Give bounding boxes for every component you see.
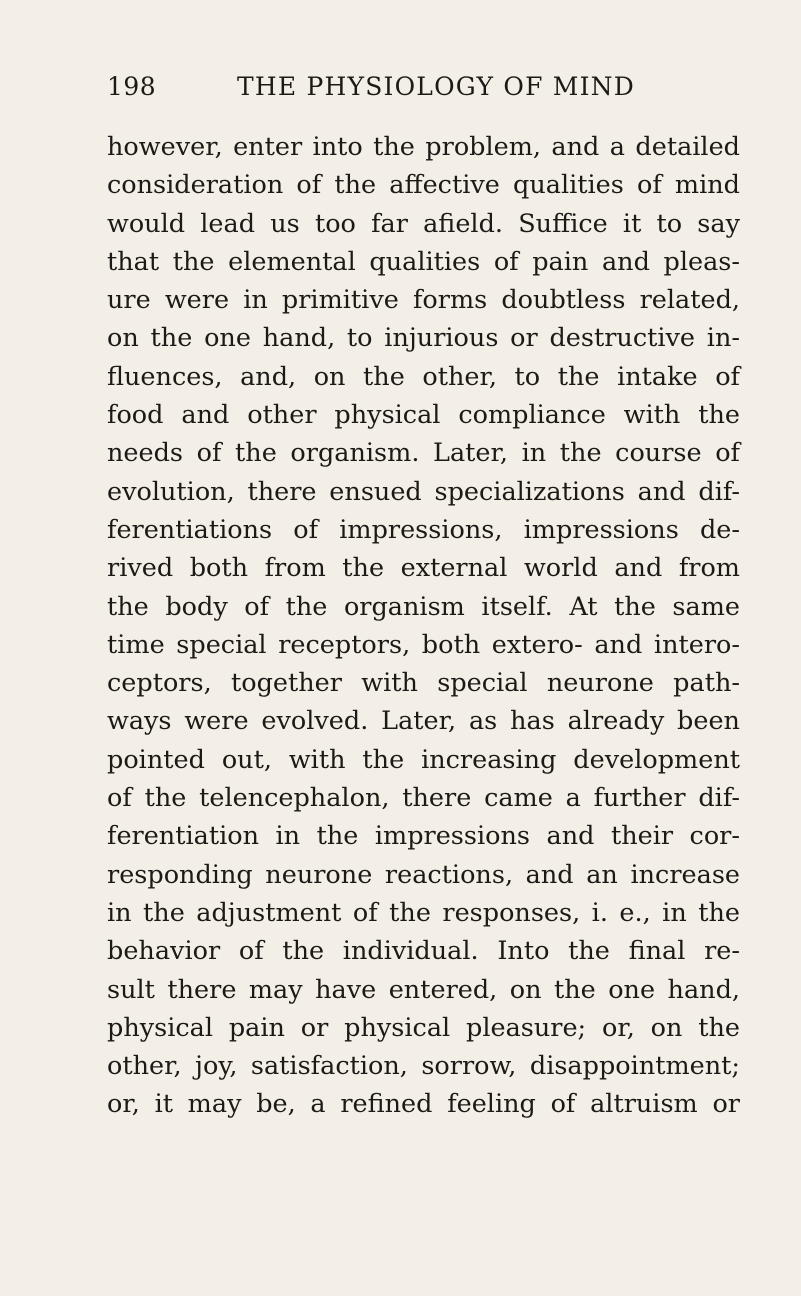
text-line: ways were evolved. Later, as has already been [107,706,740,737]
text-line: behavior of the individual. Into the final re- [107,936,740,967]
text-line: or, it may be, a refined feeling of altruism or [107,1089,740,1120]
running-head: THE PHYSIOLOGY OF MIND [237,72,635,101]
text-line: time special receptors, both extero- and intero- [107,629,740,660]
text-line: ure were in primitive forms doubtless related, [107,285,740,316]
text-line: other, joy, satisfaction, sorrow, disappointment; [107,1051,740,1082]
text-line: consideration of the affective qualities of mind [107,170,740,201]
text-line: rived both from the external world and from [107,553,740,584]
text-line: needs of the organism. Later, in the course of [107,438,740,469]
text-line: responding neurone reactions, and an increase [107,859,740,890]
page-header [107,72,741,112]
text-line: the body of the organism itself. At the same [107,591,740,622]
text-line: however, enter into the problem, and a detailed [107,132,740,162]
body-text [107,128,740,1124]
text-line: of the telencephalon, there came a further dif- [107,783,740,814]
text-line: on the one hand, to injurious or destructive in- [107,323,740,354]
text-line: pointed out, with the increasing development [107,744,740,775]
text-line: food and other physical compliance with the [107,400,740,431]
text-line: would lead us too far afield. Suffice it to say [107,208,740,239]
page-number: 198 [107,72,157,101]
text-line: ferentiation in the impressions and their cor- [107,821,740,852]
text-line: ceptors, together with special neurone path- [107,668,740,699]
text-line: evolution, there ensued specializations and dif- [107,476,740,507]
text-line: fluences, and, on the other, to the intake of [107,361,740,392]
text-line: in the adjustment of the responses, i. e., in the [107,897,740,928]
text-line: ferentiations of impressions, impressions de- [107,514,740,545]
text-line: that the elemental qualities of pain and pleas- [107,246,740,277]
text-line: sult there may have entered, on the one hand, [107,974,740,1005]
text-line: physical pain or physical pleasure; or, on the [107,1012,740,1043]
